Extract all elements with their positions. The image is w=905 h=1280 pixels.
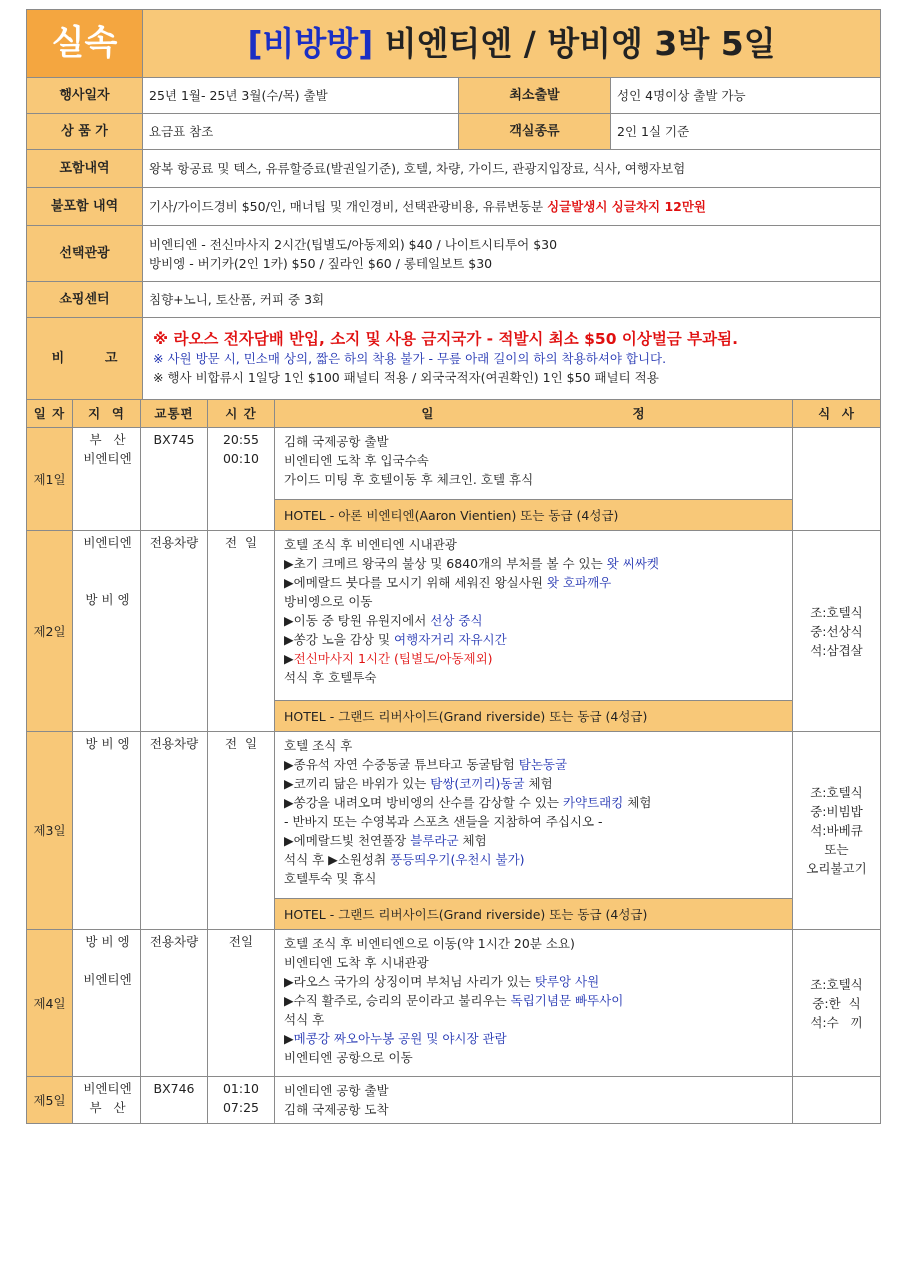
meal-item: 또는 — [824, 842, 849, 857]
col-transport: 교통편 — [141, 400, 208, 428]
day-5-time — [208, 1077, 275, 1124]
min-departure-label: 최소출발 — [459, 78, 611, 114]
highlight-place: 메콩강 짜오아누봉 공원 및 야시장 관람 — [293, 1031, 507, 1046]
time: 07:25 — [222, 1100, 260, 1115]
region: 비엔티엔 — [83, 1081, 132, 1096]
itinerary-text: ▶쏭강 노을 감상 및 — [284, 632, 395, 647]
itinerary-line: 김해 국제공항 도착 — [284, 1102, 389, 1117]
region: 방 비 엥 — [85, 934, 130, 949]
itinerary-text: 체험 — [458, 833, 487, 848]
itinerary-line: 석식 후 호텔투숙 — [284, 670, 377, 685]
included-value: 왕복 항공료 및 텍스, 유류할증료(발권일기준), 호텔, 차량, 가이드, 관광지입장료, 식사, 여행자보험 — [143, 150, 881, 188]
time: 20:55 — [222, 432, 260, 447]
day-4-transport: 전용차량 — [141, 930, 208, 1077]
excluded-value — [143, 188, 881, 226]
day-2-transport: 전용차량 — [141, 531, 208, 732]
info-table — [26, 9, 881, 400]
time: 01:10 — [222, 1081, 260, 1096]
itinerary-text: 석식 후 ▶소원성취 — [284, 852, 391, 867]
itinerary-line — [284, 850, 784, 869]
itinerary-line: 비엔티엔 도착 후 입국수속 — [284, 453, 429, 468]
day-2-region — [73, 531, 141, 732]
itinerary-text: ▶라오스 국가의 상징이며 부처님 사리가 있는 — [284, 974, 535, 989]
meal-item: 조:호텔식 — [810, 785, 863, 800]
itinerary-text: ▶에메랄드빛 천연풀장 — [284, 833, 411, 848]
day-2-hotel: HOTEL - 그랜드 리버사이드(Grand riverside) 또는 동급 (4성급) — [275, 701, 793, 732]
col-time: 시 간 — [208, 400, 275, 428]
itinerary-line: 비엔티엔 도착 후 시내관광 — [284, 955, 429, 970]
highlight-massage: 전신마사지 1시간 (팁별도/아동제외) — [293, 651, 493, 666]
itinerary-line: 호텔투숙 및 휴식 — [284, 871, 377, 886]
remarks-value — [143, 318, 881, 400]
itinerary-text: ▶에메랄드 붓다를 모시기 위해 세워진 왕실사원 — [284, 575, 547, 590]
itinerary-text: ▶쏭강을 내려오며 방비엥의 산수를 감상할 수 있는 — [284, 795, 563, 810]
highlight-place: 선상 중식 — [430, 613, 483, 628]
itinerary-line: 석식 후 — [284, 1012, 325, 1027]
col-meal: 식 사 — [793, 400, 881, 428]
excluded-label: 불포함 내역 — [27, 188, 143, 226]
day-2: 제2일 — [27, 531, 73, 732]
remarks-label: 비 고 — [27, 318, 143, 400]
itinerary-text: ▶ — [284, 651, 294, 666]
day-4-region — [73, 930, 141, 1077]
shopping-value: 침향+노니, 토산품, 커피 중 3회 — [143, 282, 881, 318]
itinerary-line — [284, 630, 784, 649]
included-label: 포함내역 — [27, 150, 143, 188]
day-1-region — [73, 428, 141, 531]
itinerary-line: 비엔티엔 공항으로 이동 — [284, 1050, 413, 1065]
col-day: 일 자 — [27, 400, 73, 428]
highlight-place: 블루라군 — [410, 833, 459, 848]
day-4-itinerary — [275, 930, 793, 1077]
region: 부 산 — [89, 1100, 126, 1115]
itinerary-text: ▶이동 중 탕원 유원지에서 — [284, 613, 431, 628]
itinerary-text: ▶종유석 자연 수중동굴 튜브타고 동굴탐험 — [284, 757, 519, 772]
day-1-meal — [793, 428, 881, 531]
day-3-transport: 전용차량 — [141, 732, 208, 930]
day-3-hotel: HOTEL - 그랜드 리버사이드(Grand riverside) 또는 동급 (4성급) — [275, 899, 793, 930]
day-1-transport: BX745 — [141, 428, 208, 531]
itinerary-line — [284, 972, 784, 991]
col-itinerary: 일 정 — [275, 400, 793, 428]
optional-tour-line: 비엔티엔 - 전신마사지 2시간(팁별도/아동제외) $40 / 나이트시티투어 $30 — [149, 236, 558, 252]
highlight-place: 왓 호파깨우 — [546, 575, 612, 590]
col-region: 지 역 — [73, 400, 141, 428]
itinerary-text: 체험 — [524, 776, 553, 791]
itinerary-text: 체험 — [623, 795, 652, 810]
day-3-region — [73, 732, 141, 930]
day-2-itinerary — [275, 531, 793, 701]
day-1-itinerary — [275, 428, 793, 500]
room-value: 2인 1실 기준 — [611, 114, 881, 150]
day-3-time: 전 일 — [208, 732, 275, 930]
optional-tour-value — [143, 226, 881, 282]
day-4-time: 전일 — [208, 930, 275, 1077]
meal-item: 조:호텔식 — [810, 604, 863, 620]
highlight-place: 탓루앙 사원 — [534, 974, 600, 989]
day-5-itinerary — [275, 1077, 793, 1124]
date-value: 25년 1월- 25년 3월(수/목) 출발 — [143, 78, 459, 114]
itinerary-line — [284, 1029, 784, 1048]
price-value: 요금표 참조 — [143, 114, 459, 150]
meal-item: 중:비빔밥 — [810, 804, 863, 819]
day-5-region — [73, 1077, 141, 1124]
highlight-place: 풍등띄우기(우천시 불가) — [390, 852, 525, 867]
itinerary-line: 호텔 조식 후 — [284, 738, 353, 753]
date-label: 행사일자 — [27, 78, 143, 114]
day-3: 제3일 — [27, 732, 73, 930]
itinerary-line: - 반바지 또는 수영복과 스포츠 샌들을 지참하여 주십시오 - — [284, 814, 603, 829]
day-3-meal — [793, 732, 881, 930]
itinerary-line — [284, 554, 784, 573]
itinerary-text: ▶수직 활주로, 승리의 문이라고 불리우는 — [284, 993, 511, 1008]
remarks-dresscode: ※ 사원 방문 시, 민소매 상의, 짧은 하의 착용 불가 - 무릎 아래 길이의 하의 착용하셔야 합니다. — [153, 351, 667, 366]
highlight-place: 카약트래킹 — [562, 795, 624, 810]
meal-item: 석:수 끼 — [810, 1014, 863, 1030]
optional-tour-label: 선택관광 — [27, 226, 143, 282]
region: 부 산 — [89, 432, 126, 447]
itinerary-line: 비엔티엔 공항 출발 — [284, 1083, 389, 1098]
itinerary-line: 호텔 조식 후 비엔티엔으로 이동(약 1시간 20분 소요) — [284, 936, 575, 951]
itinerary-text: ▶초기 크메르 왕국의 불상 및 6840개의 부처를 볼 수 있는 — [284, 556, 607, 571]
meal-item: 중:한 식 — [812, 995, 861, 1011]
price-label: 상 품 가 — [27, 114, 143, 150]
meal-item: 조:호텔식 — [810, 976, 863, 992]
itinerary-line — [284, 649, 784, 668]
itinerary-line — [284, 611, 784, 630]
single-charge-note: 싱글발생시 싱글차지 12만원 — [547, 199, 706, 214]
remarks-warning: ※ 라오스 전자담배 반입, 소지 및 사용 금지국가 - 적발시 최소 $50 이상벌금 부과됨. — [153, 330, 738, 348]
highlight-place: 탐논동굴 — [518, 757, 568, 772]
day-5-meal — [793, 1077, 881, 1124]
region: 비엔티엔 — [83, 972, 132, 987]
itinerary-line — [284, 991, 784, 1010]
day-4-meal — [793, 930, 881, 1077]
badge: 실속 — [27, 10, 143, 78]
itinerary-line — [284, 774, 784, 793]
tour-document — [26, 9, 880, 1124]
region: 방 비 엥 — [85, 592, 130, 607]
title-text: 비엔티엔 / 방비엥 3박 5일 — [373, 24, 776, 63]
day-2-meal — [793, 531, 881, 732]
meal-item: 오리불고기 — [806, 861, 867, 876]
highlight-place: 독립기념문 빠뚜사이 — [510, 993, 624, 1008]
remarks-penalty: ※ 행사 비합류시 1일당 1인 $100 패널티 적용 / 외국국적자(여권확인) 1인 $50 패널티 적용 — [153, 370, 659, 385]
itinerary-line — [284, 831, 784, 850]
time: 00:10 — [222, 451, 260, 466]
optional-tour-line: 방비엥 - 버기카(2인 1카) $50 / 짚라인 $60 / 롱테일보트 $30 — [149, 255, 493, 271]
region: 비엔티엔 — [83, 535, 132, 550]
itinerary-line — [284, 755, 784, 774]
day-5-transport: BX746 — [141, 1077, 208, 1124]
day-1-time — [208, 428, 275, 531]
region: 비엔티엔 — [83, 451, 132, 466]
meal-item: 중:선상식 — [810, 623, 863, 639]
excluded-text: 기사/가이드경비 $50/인, 매너팁 및 개인경비, 선택관광비용, 유류변동분 — [149, 199, 544, 214]
day-4: 제4일 — [27, 930, 73, 1077]
highlight-place: 왓 씨싸켓 — [606, 556, 659, 571]
region: 방 비 엥 — [85, 736, 130, 751]
title-tag: [비방방] — [247, 24, 374, 63]
highlight-place: 탐쌍(코끼리)동굴 — [430, 776, 525, 791]
itinerary-text: ▶ — [284, 1031, 294, 1046]
itinerary-line: 김해 국제공항 출발 — [284, 434, 389, 449]
day-5: 제5일 — [27, 1077, 73, 1124]
min-departure-value: 성인 4명이상 출발 가능 — [611, 78, 881, 114]
room-label: 객실종류 — [459, 114, 611, 150]
shopping-label: 쇼핑센터 — [27, 282, 143, 318]
itinerary-line: 방비엥으로 이동 — [284, 594, 373, 609]
meal-item: 석:삼겹살 — [810, 642, 863, 658]
itinerary-line — [284, 793, 784, 812]
day-3-itinerary — [275, 732, 793, 899]
day-2-time: 전 일 — [208, 531, 275, 732]
itinerary-line: 가이드 미팅 후 호텔이동 후 체크인. 호텔 휴식 — [284, 472, 534, 487]
itinerary-line — [284, 573, 784, 592]
day-1-hotel: HOTEL - 아론 비엔티엔(Aaron Vientien) 또는 동급 (4성급) — [275, 500, 793, 531]
highlight-place: 여행자거리 자유시간 — [394, 632, 507, 647]
day-1: 제1일 — [27, 428, 73, 531]
page-title — [143, 10, 881, 78]
schedule-table — [26, 399, 881, 1124]
itinerary-text: ▶코끼리 닮은 바위가 있는 — [284, 776, 431, 791]
itinerary-line: 호텔 조식 후 비엔티엔 시내관광 — [284, 537, 457, 552]
meal-item: 석:바베큐 — [810, 823, 863, 838]
